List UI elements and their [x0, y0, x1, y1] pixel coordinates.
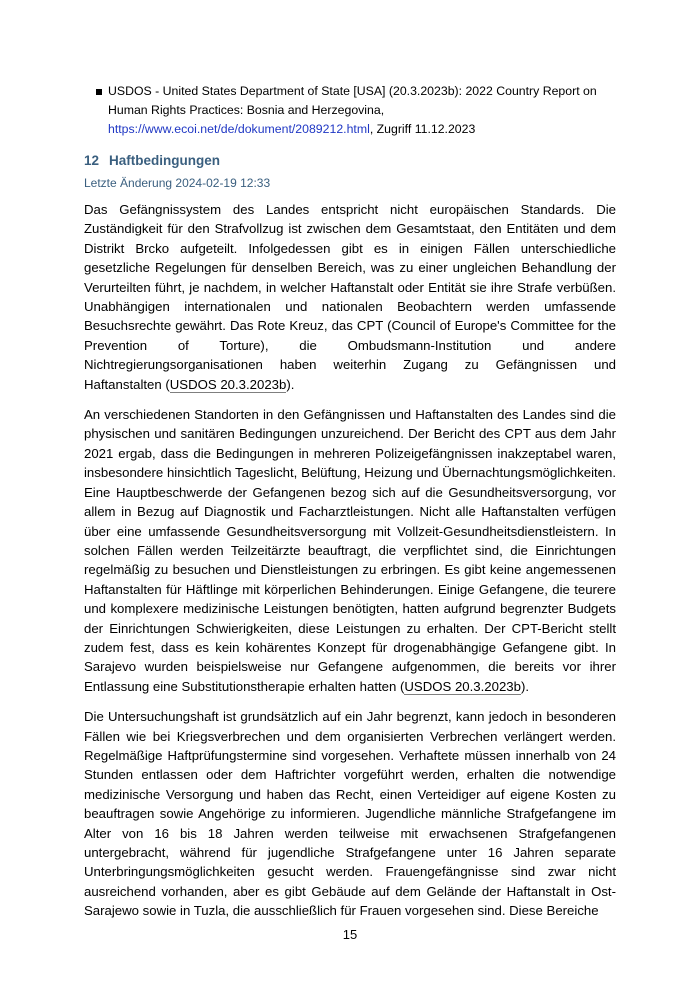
citation-link[interactable]: USDOS 20.3.2023b	[404, 678, 521, 694]
section-title: Haftbedingungen	[109, 153, 220, 168]
source-reference-item	[96, 82, 616, 139]
paragraph-2	[84, 405, 616, 696]
section-body	[84, 200, 616, 932]
bullet-icon	[96, 89, 102, 95]
paragraph-1	[84, 200, 616, 394]
source-access-date: , Zugriff 11.12.2023	[369, 122, 476, 136]
citation-link[interactable]: USDOS 20.3.2023b	[169, 376, 287, 392]
paragraph-text: An verschiedenen Standorten in den Gefängnissen und Haftanstalten des Landes sind die physischen und sanitären Bedingungen unzureichend. Der Bericht des CPT aus dem Jahr 2021 ergab, dass die Bedingungen in mehreren Polizeigefängnissen inakzeptabel waren, insbesondere hinsichtlich Tageslicht, Belüftung, Heizung und Übernachtungsmöglichkeiten. Eine Hauptbeschwerde der Gefangenen bezog sich auf die Gesundheitsversorgung, vor allem in Bezug auf Diagnostik und Facharztleistungen. Nicht alle Haftanstalten verfügen über eine umfassende Gesundheitsversorgung mit Vollzeit-Gesundheitsdienstleistern. In solchen Fällen werden Teilzeitärzte beauftragt, die verpflichtet sind, die Einrichtungen regelmäßig zu besuchen und Dienstleistungen zu erbringen. Es gibt keine angemessenen Haftanstalten für Häftlinge mit körperlichen Behinderungen. Einige Gefangene, die teurere und komplexere medizinische Leistungen benötigten, hatten aufgrund begrenzter Budgets der Einrichtungen Schwierigkeiten, diese Leistungen zu erhalten. Der CPT-Bericht stellt zudem fest, dass es kein kohärentes Konzept für drogenabhängige Gefangene gibt. In Sarajevo wurden beispielsweise nur Gefangene aufgenommen, die bereits vor ihrer Entlassung eine Substitutionstherapie erhalten hatten (	[84, 407, 616, 694]
section-heading	[84, 153, 220, 168]
source-text: USDOS - United States Department of State [USA] (20.3.2023b): 2022 Country Report on Human Rights Practices: Bosnia and Herzegovina,	[108, 84, 597, 117]
paragraph-end: ).	[286, 376, 295, 392]
page-number: 15	[342, 927, 358, 942]
source-link[interactable]: https://www.ecoi.net/de/dokument/2089212.html	[108, 122, 370, 136]
paragraph-end: ).	[520, 678, 530, 694]
paragraph-3	[84, 707, 616, 920]
last-changed-date: Letzte Änderung 2024-02-19 12:33	[84, 176, 271, 190]
section-number: 12	[84, 153, 100, 168]
paragraph-text: Die Untersuchungshaft ist grundsätzlich auf ein Jahr begrenzt, kann jedoch in besonderen Fällen wie bei Kriegsverbrechen und dem organisierten Verbrechen verlängert werden. Regelmäßige Haftprüfungstermine sind vorgesehen. Verhaftete müssen innerhalb von 24 Stunden entlassen oder dem Haftrichter vorgeführt werden, erhalten die notwendige medizinische Versorgung und haben das Recht, einen Verteidiger auf eigene Kosten zu beauftragen sowie Angehörige zu informieren. Jugendliche männliche Strafgefangene im Alter von 16 bis 18 Jahren werden teilweise mit erwachsenen Strafgefangenen untergebracht, während für jugendliche Strafgefangene unter 16 Jahren separate Unterbringungsmöglichkeiten gesucht werden. Frauengefängnisse sind zwar nicht ausreichend vorhanden, aber es gibt Gebäude auf dem Gelände der Haftanstalt in Ost-Sarajewo sowie in Tuzla, die ausschließlich für Frauen vorgesehen sind. Diese Bereiche	[84, 709, 616, 919]
paragraph-text: Das Gefängnissystem des Landes entspricht nicht europäischen Standards. Die Zuständigkeit für den Strafvollzug ist zwischen dem Gesamtstaat, den Entitäten und dem Distrikt Brcko aufgeteilt. Infolgedessen gibt es in einigen Fällen unterschiedliche gesetzliche Regelungen für denselben Bereich, was zu einer ungleichen Behandlung der Verurteilten führt, je nachdem, in welcher Haftanstalt oder Entität sie ihre Strafe verbüßen. Unabhängigen internationalen und nationalen Beobachtern werden umfassende Besuchsrechte gewährt. Das Rote Kreuz, das CPT (Council of Europe's Committee for the Prevention of Torture), die Ombudsmann-Institution und andere Nichtregierungsorganisationen haben weiterhin Zugang zu Gefängnissen und Haftanstalten (	[84, 202, 616, 392]
